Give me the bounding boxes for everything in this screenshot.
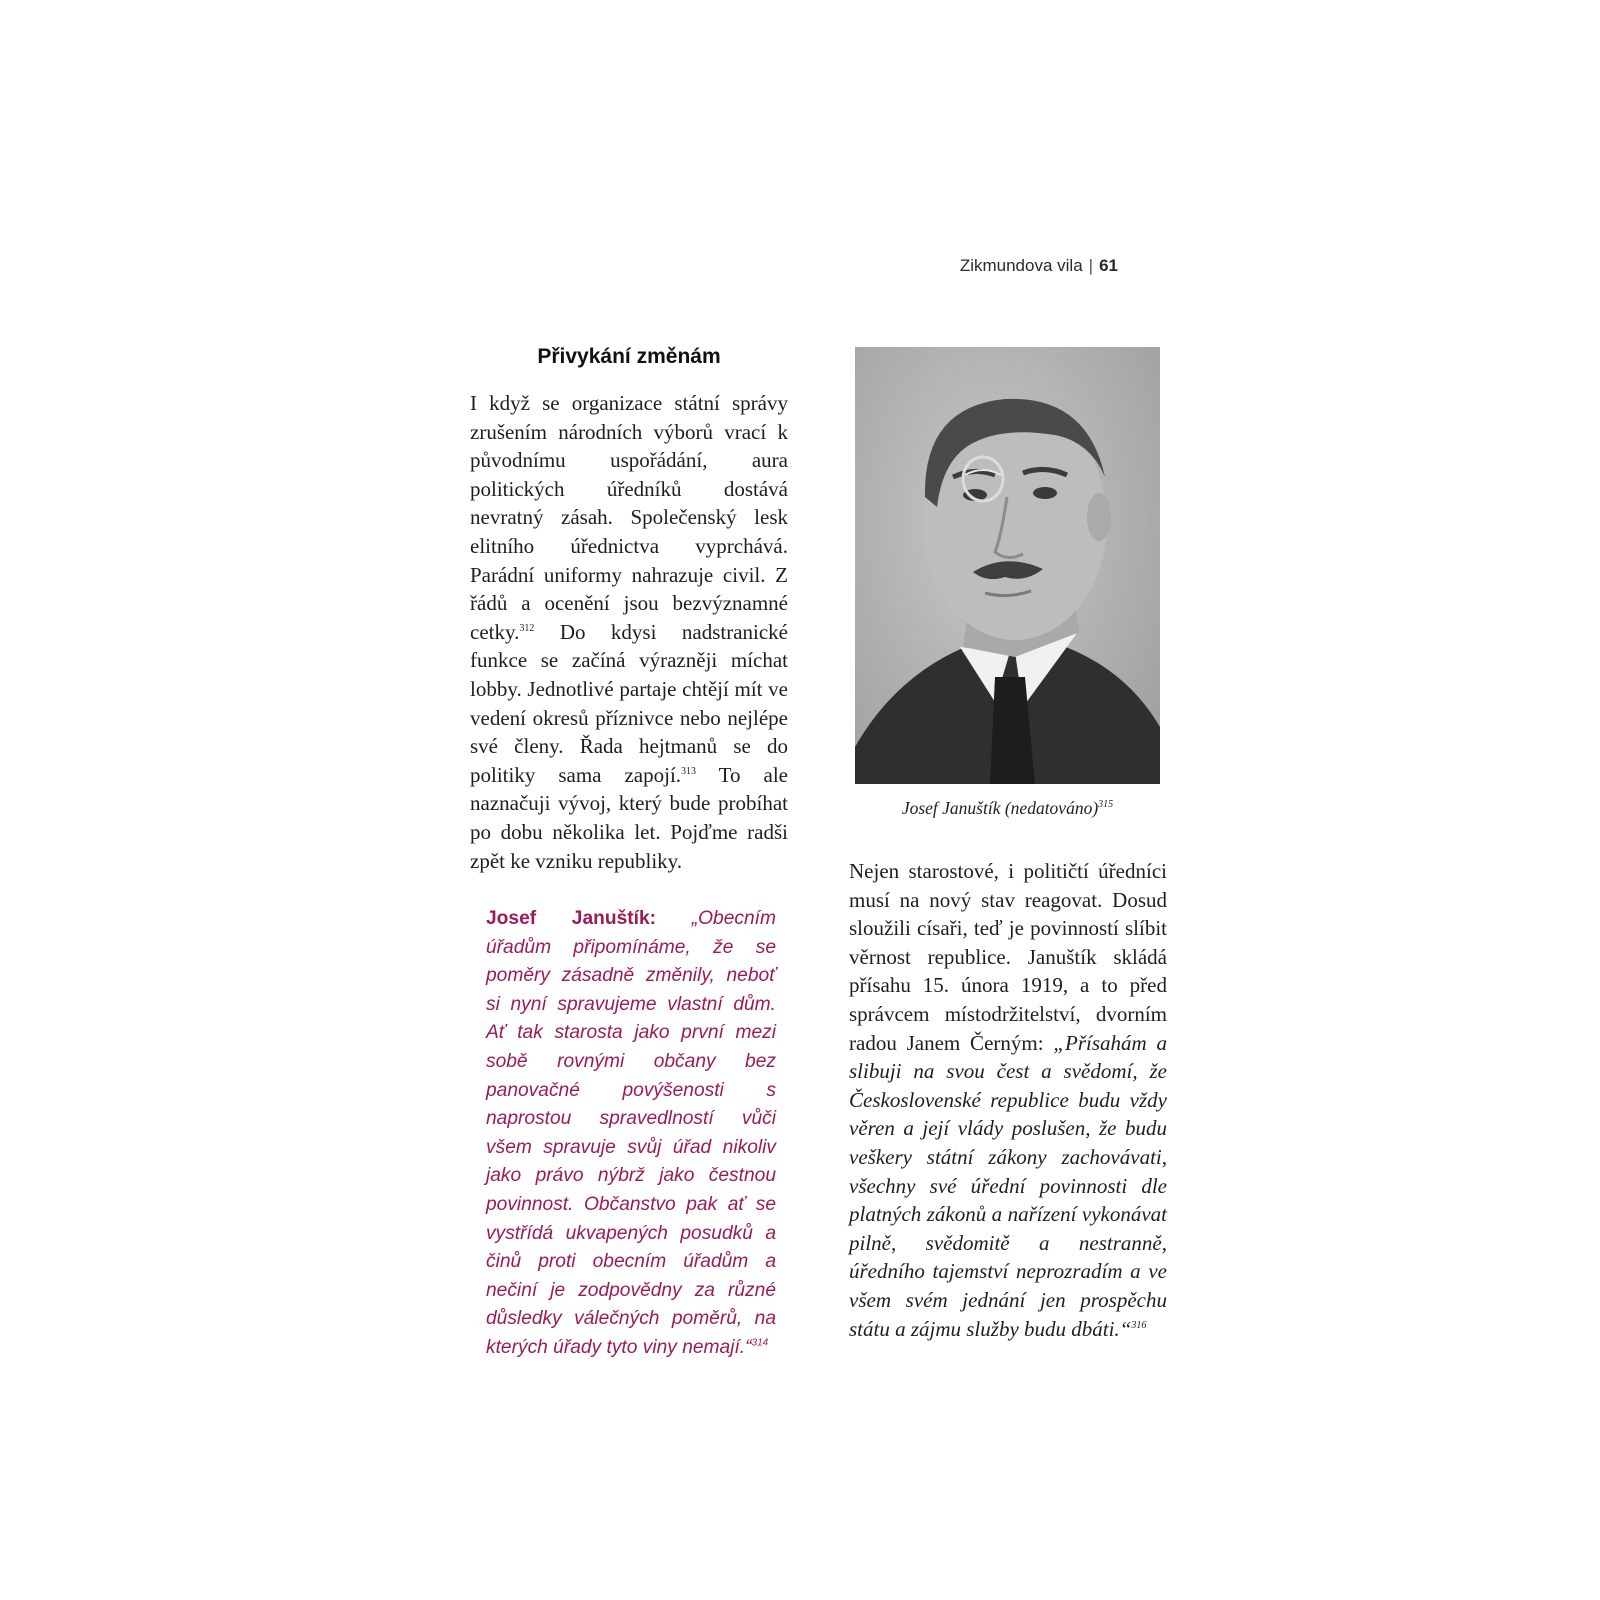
footnote-ref-312[interactable]: 312 [519,622,535,634]
left-paragraph-part-2: Do kdysi nadstranické funkce se začíná výrazněji míchat lobby. Jednotlivé partaje chtějí mít ve vedení okresů příznivce nebo nejlépe své členy. Řada hejtmanů se do politiky sama zapojí. [470,619,788,787]
quote-speaker: Josef Januštík: [486,908,657,930]
right-paragraph [849,857,1167,1343]
footnote-ref-315[interactable]: 315 [1098,799,1114,811]
section-title: Přivykání změnám [537,345,721,368]
portrait-photo [855,347,1160,784]
caption-text: Josef Januštík (nedatováno) [901,798,1099,818]
right-paragraph-text: Nejen starostové, i političtí úředníci musí na nový stav reagovat. Dosud sloužili císaři, teď je povinností slíbit věrnost republice. Januštík skládá přísahu 15. února 1919, a to před správcem místodržitelství, dvorním radou Janem Černým: [849,859,1167,1055]
header-separator: | [1088,256,1094,275]
footnote-ref-316[interactable]: 316 [1131,1319,1147,1331]
oath-quote: „Přísahám a slibuji na svou čest a svědomí, že Československé republice budu vždy věren a její vlády poslušen, že budu veškery státní zákony zachovávati, všechny své úřední povinnosti dle platných zákonů a nařízení vykonávat pilně, svědomitě a nestranně, úředního tajemství neprozradím a ve všem svém jednání jen prospěchu státu a zájmu služby budu dbáti.“ [849,1030,1167,1341]
header-section-name: Zikmundova vila [959,256,1083,275]
page-number: 61 [1099,256,1118,275]
right-column [849,857,1167,1343]
figure-caption [855,798,1160,819]
portrait-illustration [855,347,1160,784]
left-paragraph [470,389,788,875]
left-column [470,345,788,1363]
footnote-ref-313[interactable]: 313 [681,765,697,777]
left-paragraph-part-1: I když se organizace státní správy zrušením národních výborů vrací k původnímu uspořádání, aura politických úředníků dostává nevratný zásah. Společenský lesk elitního úřednictva vyprchává. Parádní uniformy nahrazuje civil. Z řádů a ocenění jsou bezvýznamné cetky. [470,391,788,644]
footnote-ref-314[interactable]: 314 [751,1337,769,1349]
running-header [960,256,1118,276]
pull-quote [486,905,776,1363]
left-paragraph-part-3: To ale naznačuji vývoj, který bude probíhat po dobu několika let. Pojďme radši zpět ke vzniku republiky. [470,762,788,873]
quote-text: „Obecním úřadům připomínáme, že se poměry zásadně změnily, neboť si nyní spravujeme vlastní dům. Ať tak starosta jako první mezi sobě rovnými občany bez panovačné povýšenosti s naprostou spravedlností vůči všem spravuje svůj úřad nikoliv jako právo nýbrž jako čestnou povinnost. Občanstvo pak ať se vystřídá ukvapených posudků a činů proti obecním úřadům a nečiní je zodpovědny za různé důsledky válečných poměrů, na kterých úřady tyto viny nemají.“ [486,908,776,1358]
